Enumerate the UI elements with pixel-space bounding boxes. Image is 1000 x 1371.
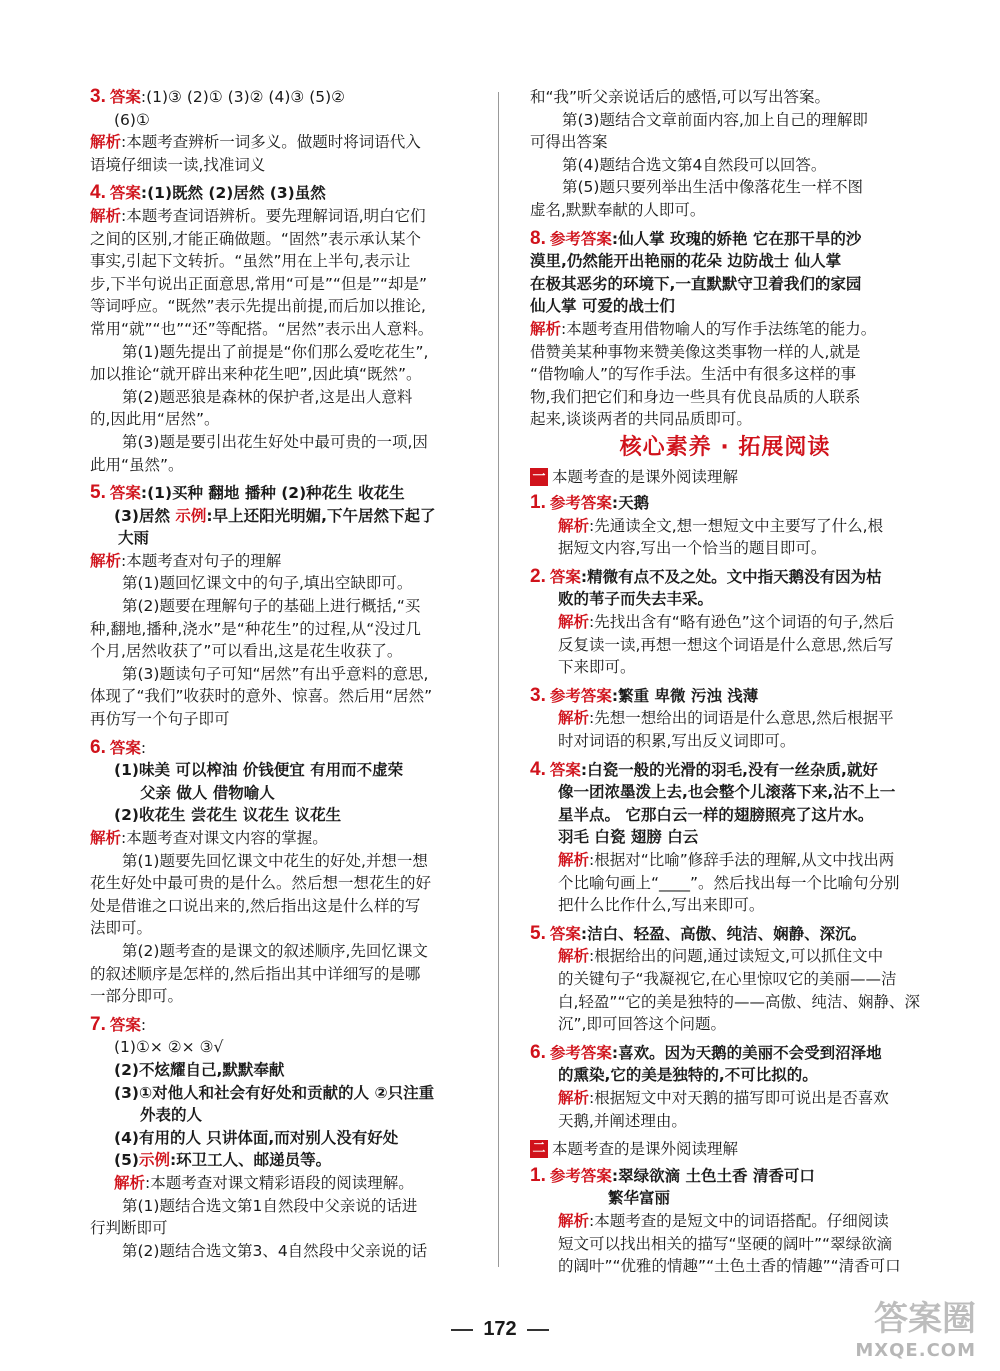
analysis-text: 事实,引起下文转折。“虽然”用在上半句,表示让	[90, 252, 411, 271]
paragraph: 此用“虽然”。	[90, 455, 184, 474]
example-label: 示例	[175, 506, 207, 525]
paragraph: 第(3)题结合文章前面内容,加上自己的理解即	[562, 110, 868, 129]
answer-text: 外表的人	[140, 1106, 203, 1125]
answer-text: 父亲 做人 借物喻人	[140, 783, 275, 802]
answer-text: :翠绿欲滴 土色土香 清香可口	[611, 1166, 815, 1185]
answer-label: 参考答案	[549, 1043, 612, 1062]
paragraph: 第(2)题恶狼是森林的保护者,这是出人意料	[122, 387, 413, 406]
page-number-text: 172	[483, 1318, 517, 1340]
analysis-text: 常用“就”“也”“还”等配搭。“居然”表示出人意料。	[90, 319, 434, 338]
answer-label: 参考答案	[549, 494, 612, 513]
analysis-text: 的阔叶”“优雅的情趣”“土色土香的情趣”“清香可口	[558, 1257, 901, 1276]
answer-label: 答案	[549, 567, 581, 586]
example-label: 示例	[138, 1151, 170, 1170]
paragraph: 个月,居然收获了”可以看出,这是花生收获了。	[90, 642, 403, 661]
question-number: 4.	[530, 758, 546, 780]
analysis-label: 解析	[90, 829, 122, 847]
paragraph: 法即可。	[90, 919, 153, 938]
answer-text: :(1)买种 翻地 播种 (2)种花生 收花生	[140, 484, 405, 503]
analysis-label: 解析	[558, 613, 590, 632]
answer-text: :仙人掌 玫瑰的娇艳 它在那干旱的沙	[611, 229, 862, 248]
answer-label: 答案	[109, 738, 141, 757]
question-number: 3.	[530, 684, 546, 706]
left-column	[90, 86, 486, 1268]
paragraph: 体现了“我们”收获时的意外、惊喜。然后用“居然”	[90, 687, 433, 706]
question-number: 5.	[90, 482, 106, 504]
analysis-label: 解析	[530, 319, 562, 338]
answer-text: (1)味美 可以榨油 价钱便宜 有用而不虚荣	[114, 761, 404, 780]
page-number-dash	[527, 1329, 549, 1331]
analysis-text: 沉”,即可回答这个问题。	[558, 1015, 726, 1034]
answer-text: (6)①	[114, 110, 150, 129]
analysis-text: 白,轻盈”“它的美是独特的——高傲、纯洁、娴静、深	[558, 992, 920, 1011]
analysis-text: :本题考查的是短文中的词语搭配。仔细阅读	[589, 1211, 889, 1230]
answer-text: (2)收花生 尝花生 议花生 议花生	[114, 806, 342, 825]
question-7-continued	[530, 86, 920, 222]
analysis-text: 据短文内容,写出一个恰当的题目即可。	[558, 539, 827, 558]
paragraph: 加以推论“就开辟出来种花生吧”,因此填“既然”。	[90, 365, 422, 384]
question-number: 8.	[530, 227, 546, 249]
paragraph: 第(1)题回忆课文中的句子,填出空缺即可。	[122, 574, 413, 593]
answer-text: (2)不炫耀自己,默默奉献	[114, 1060, 285, 1079]
question-number: 2.	[530, 565, 546, 587]
analysis-text: :先通读全文,想一想短文中主要写了什么,根	[589, 516, 884, 535]
analysis-text: 反复读一读,再想一想这个词语是什么意思,然后写	[558, 635, 894, 654]
paragraph: 第(2)题考查的是课文的叙述顺序,先回忆课文	[122, 941, 428, 960]
section-title: 核心素养 · 拓展阅读	[619, 434, 831, 460]
answer-label: 答案	[109, 484, 141, 503]
page-number-dash	[451, 1329, 473, 1331]
paragraph: 处是借谁之口说出来的,然后指出这是什么样的写	[90, 896, 421, 915]
paragraph: 第(1)题结合选文第1自然段中父亲说的话进	[122, 1196, 418, 1215]
answer-text: 漠里,仍然能开出艳丽的花朵 边防战士 仙人掌	[530, 252, 842, 271]
analysis-text: 个比喻句画上“____”。然后找出每一个比喻句分别	[558, 873, 900, 892]
analysis-text: :本题考查辨析一词多义。做题时将词语代入	[121, 133, 421, 152]
analysis-text: :先想一想给出的词语是什么意思,然后根据平	[589, 709, 894, 728]
analysis-text: 的关键句子“我凝视它,在心里惊叹它的美丽——洁	[558, 969, 897, 988]
paragraph: 第(1)题先提出了前提是“你们那么爱吃花生”,	[122, 342, 429, 361]
analysis-label: 解析	[90, 551, 122, 570]
analysis-text: :根据对“比喻”修辞手法的理解,从文中找出两	[589, 851, 895, 869]
question-number: 1.	[530, 1164, 546, 1186]
analysis-text: 时对词语的积累,写出反义词即可。	[558, 732, 796, 751]
paragraph: 第(2)题要在理解句子的基础上进行概括,“买	[122, 597, 421, 616]
analysis-text: 天鹅,并阐述理由。	[558, 1111, 687, 1130]
question-number: 6.	[90, 736, 106, 758]
answer-label: 参考答案	[549, 1166, 612, 1185]
analysis-label: 解析	[558, 851, 590, 869]
paragraph: 第(1)题要先回忆课文中花生的好处,并想一想	[122, 851, 428, 870]
reading-question-4	[530, 759, 920, 917]
section-description: 本题考查的是课外阅读理解	[552, 1140, 739, 1159]
section-header-2	[530, 1138, 920, 1161]
analysis-text: “借物喻人”的写作手法。生活中有很多这样的事	[530, 365, 857, 384]
analysis-label: 解析	[90, 206, 122, 225]
reading-question-3	[530, 685, 920, 753]
answer-text: 像一团浓墨泼上去,也会整个儿滚落下来,沾不上一	[558, 783, 896, 802]
analysis-text: :本题考查对课文内容的掌握。	[121, 829, 328, 847]
answer-text: 的熏染,它的美是独特的,不可比拟的。	[558, 1066, 818, 1085]
analysis-label: 解析	[558, 1211, 590, 1230]
question-number: 3.	[90, 86, 106, 107]
paragraph: 第(3)题是要引出花生好处中最可贵的一项,因	[122, 432, 428, 451]
answer-text: 败的苇子而失去丰采。	[558, 590, 714, 609]
question-7	[90, 1014, 486, 1263]
watermark-title: 答案圈	[874, 1299, 976, 1339]
analysis-label: 解析	[558, 1088, 590, 1107]
answer-text: :洁白、轻盈、高傲、纯洁、娴静、深沉。	[580, 924, 867, 943]
reading-question-5	[530, 923, 920, 1036]
answer-text: :	[140, 738, 147, 757]
paragraph: 种,翻地,播种,浇水”是“种花生”的过程,从“没过几	[90, 619, 421, 638]
question-6	[90, 737, 486, 1008]
section-badge: 一	[530, 468, 548, 486]
paragraph: 的,因此用“居然”。	[90, 410, 220, 429]
paragraph: 第(5)题只要列举出生活中像落花生一样不图	[562, 178, 863, 197]
question-number: 1.	[530, 492, 546, 514]
analysis-text: 下来即可。	[558, 658, 636, 677]
analysis-text: :本题考查对课文精彩语段的阅读理解。	[145, 1173, 414, 1192]
answer-text: (5)	[114, 1151, 139, 1170]
answer-text: :(1)③ (2)① (3)② (4)③ (5)②	[140, 88, 346, 106]
answer-text: :(1)既然 (2)居然 (3)虽然	[140, 184, 326, 203]
analysis-text: 把什么比作什么,写出来即可。	[558, 896, 765, 915]
column-divider	[498, 92, 499, 1267]
answer-label: 答案	[109, 1015, 141, 1034]
answer-text: :环卫工人、邮递员等。	[169, 1151, 332, 1170]
section-description: 本题考查的是课外阅读理解	[552, 467, 739, 486]
analysis-text: 等词呼应。“既然”表示先提出前提,而后加以推论,	[90, 297, 426, 316]
answer-text: 羽毛 白瓷 翅膀 白云	[558, 828, 699, 847]
analysis-label: 解析	[558, 516, 590, 535]
answer-label: 参考答案	[549, 229, 612, 248]
question-8	[530, 228, 920, 431]
paragraph: 行判断即可	[90, 1219, 168, 1238]
answer-text: 繁华富丽	[608, 1189, 671, 1208]
analysis-label: 解析	[114, 1173, 146, 1192]
answer-label: 参考答案	[549, 686, 612, 705]
analysis-text: :本题考查用借物喻人的写作手法练笔的能力。	[561, 319, 877, 338]
answer-text: (3)居然	[114, 506, 176, 525]
section-header-1	[530, 466, 920, 489]
analysis-text: :本题考查对句子的理解	[121, 551, 282, 570]
question-number: 4.	[90, 182, 106, 204]
answer-text: :喜欢。因为天鹅的美丽不会受到沼泽地	[611, 1043, 882, 1062]
answer-text: 在极其恶劣的环境下,一直默默守卫着我们的家园	[530, 274, 862, 293]
question-number: 5.	[530, 922, 546, 944]
paragraph: 可得出答案	[530, 133, 608, 152]
paragraph: 再仿写一个句子即可	[90, 710, 230, 729]
answer-text: 仙人掌 可爱的战士们	[530, 297, 675, 316]
analysis-label: 解析	[90, 133, 122, 152]
analysis-text: 语境仔细读一读,找准词义	[90, 155, 266, 174]
answer-text: (3)①对他人和社会有好处和贡献的人 ②只注重	[114, 1083, 435, 1102]
answer-text: :	[140, 1015, 147, 1034]
analysis-text: 之间的区别,才能正确做题。“固然”表示承认某个	[90, 229, 421, 248]
paragraph: 的叙述顺序是怎样的,然后指出其中详细写的是哪	[90, 964, 421, 983]
answer-text: :天鹅	[611, 494, 650, 513]
analysis-text: 起来,谈谈两者的共同品质即可。	[530, 410, 752, 429]
answer-text: :早上还阳光明媚,下午居然下起了	[206, 506, 436, 525]
answer-text: :精微有点不及之处。文中指天鹅没有因为枯	[580, 567, 882, 586]
answer-text: (4)有用的人 只讲体面,而对别人没有好处	[114, 1128, 399, 1147]
analysis-text: 物,我们把它们和身边一些具有优良品质的人联系	[530, 387, 861, 406]
question-4	[90, 182, 486, 476]
paragraph: 一部分即可。	[90, 987, 184, 1006]
analysis-text: 短文可以找出相关的描写“坚硬的阔叶”“翠绿欲滴	[558, 1234, 893, 1253]
paragraph: 花生好处中最可贵的是什么。然后想一想花生的好	[90, 874, 432, 893]
right-column	[530, 86, 920, 1284]
answer-text: 星半点。 它那白云一样的翅膀照亮了这片水。	[558, 805, 874, 824]
section-badge: 二	[530, 1140, 548, 1158]
paragraph: 虚名,默默奉献的人即可。	[530, 200, 706, 219]
watermark-logo	[832, 1289, 982, 1361]
answer-label: 答案	[109, 184, 141, 203]
analysis-label: 解析	[558, 709, 590, 728]
reading-question-1	[530, 492, 920, 560]
analysis-label: 解析	[558, 947, 590, 966]
analysis-text: :本题考查词语辨析。要先理解词语,明白它们	[121, 206, 426, 225]
analysis-text: :先找出含有“略有逊色”这个词语的句子,然后	[589, 613, 895, 632]
question-number: 7.	[90, 1013, 106, 1035]
analysis-text: :根据短文中对天鹅的描写即可说出是否喜欢	[589, 1088, 889, 1107]
question-3	[90, 86, 486, 176]
paragraph: 第(4)题结合选文第4自然段可以回答。	[562, 155, 827, 174]
answer-text: (1)①× ②× ③√	[114, 1038, 224, 1057]
answer-label: 答案	[549, 760, 581, 779]
reading-question-2	[530, 566, 920, 679]
watermark-url: MXQE.COM	[855, 1340, 976, 1361]
answer-label: 答案	[109, 88, 141, 106]
answer-label: 答案	[549, 924, 581, 943]
reading2-question-1	[530, 1165, 920, 1278]
question-number: 6.	[530, 1041, 546, 1063]
question-5	[90, 482, 486, 731]
paragraph: 第(3)题读句子可知“居然”有出乎意料的意思,	[122, 664, 429, 683]
analysis-text: 借赞美某种事物来赞美像这类事物一样的人,就是	[530, 342, 861, 361]
paragraph: 和“我”听父亲说话后的感悟,可以写出答案。	[530, 88, 830, 106]
answer-text: :白瓷一般的光滑的羽毛,没有一丝杂质,就好	[580, 760, 878, 779]
answer-text: 大雨	[118, 529, 150, 548]
paragraph: 第(2)题结合选文第3、4自然段中父亲说的话	[122, 1241, 428, 1260]
analysis-text: :根据给出的问题,通过读短文,可以抓住文中	[589, 947, 884, 966]
analysis-text: 步,下半句说出正面意思,常用“可是”“但是”“却是”	[90, 274, 428, 293]
reading-question-6	[530, 1042, 920, 1132]
answer-text: :繁重 卑微 污浊 浅薄	[611, 686, 759, 705]
